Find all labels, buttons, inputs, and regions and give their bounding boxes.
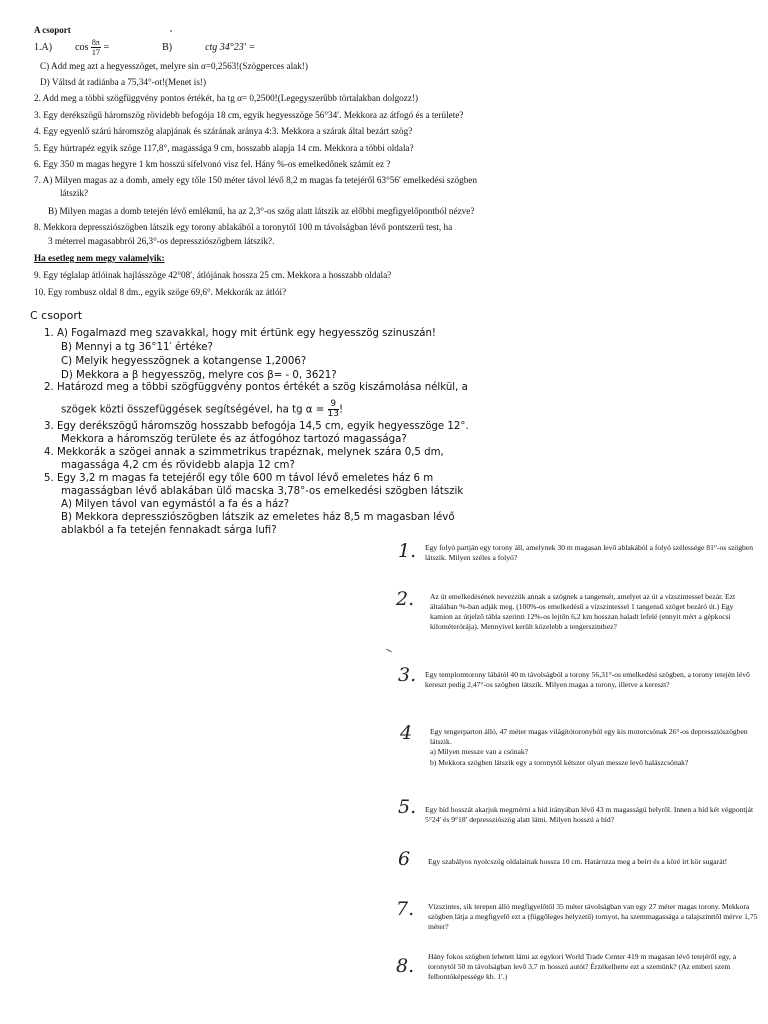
right-question-1: Egy folyó partján egy torony áll, amelynek 30 m magasan levő ablakából a folyó szélessége 81°-os szögben látszik. Milyen széles a folyó?: [425, 543, 753, 562]
stray-mark: [386, 649, 392, 653]
right-question-6: Egy szabályos nyolcszög oldalainak hossza 10 cm. Határozza meg a beírt és a köré írt kör sugarát!: [428, 857, 728, 866]
q1-b-label: B): [162, 41, 173, 53]
handwritten-number-7: 7.: [396, 898, 415, 920]
c-question-5b-cont: ablakból a fa tetején fennakadt sárga lufi?: [61, 525, 277, 536]
question-1d: D) Váltsd át radiánba a 75,34°-ot!(Menet is!): [40, 77, 207, 87]
q1-fraction-denominator: 17: [91, 48, 100, 57]
c-question-2: 2. Határozd meg a többi szögfüggvény pontos értékét a szög kiszámolása nélkül, a: [44, 382, 468, 393]
question-2: 2. Add meg a többi szögfüggvény pontos értékét, ha tg α= 0,2500!(Legegyszerűbb törtalakban dolgozz!): [34, 93, 419, 103]
q1-prefix: 1.A): [34, 41, 53, 53]
c-question-1a: 1. A) Fogalmazd meg szavakkal, hogy mit értünk egy hegyesszög szinuszán!: [44, 328, 437, 339]
c-tg-end: !: [338, 404, 344, 416]
question-6: 6. Egy 350 m magas hegyre 1 km hosszú sífelvonó visz fel. Hány %-os emelkedőnek számít ez ?: [34, 159, 391, 169]
right-question-2: Az út emelkedésének nevezzük annak a szögnek a tangensét, amelyet az út a vízszintessel bezár. Ezt általában %-ban adják meg. (100%-os emelkedésű a vízszintessel 1 tangensű szöget bezáró út.) Egy kamion az útjelző tábla szerinti 12%-os lejtőn 6,2 km hosszan haladt lefelé (ennyit mért a gépkocsi kilométerórája). Mennyivel került közelebb a tengerszinthez?: [430, 592, 736, 631]
q1-fraction-numerator: 8π: [91, 38, 100, 47]
question-7b: B) Milyen magas a domb tetején lévő emlékmű, ha az 2,3°-os szög alatt látszik az előbbi megfigyelőpontból nézve?: [48, 206, 475, 216]
q1-cos-label: cos: [75, 41, 89, 53]
question-7a-cont: látszik?: [60, 188, 89, 198]
right-question-5: Egy híd hosszát akarjuk megmérni a híd irányában lévő 43 m magasságú helyről. Innen a híd két végpontját 5°24′ és 9°18′ depressziószög alatt látni. Milyen hosszú a híd?: [425, 805, 754, 824]
c-question-5b: B) Mekkora depressziószögben látszik az emeletes ház 8,5 m magasban lévő: [61, 512, 455, 523]
right-question-4b: b) Mekkora szögben látszik egy a toronytól kétszer olyan messze levő halászcsónak?: [430, 758, 689, 767]
handwritten-number-1: 1.: [398, 540, 417, 562]
handwritten-number-3: 3.: [398, 664, 417, 686]
c-tg-numerator: 9: [328, 400, 339, 410]
c-question-1c: C) Melyik hegyesszögnek a kotangense 1,2006?: [61, 356, 307, 367]
c-question-1d: D) Mekkora a β hegyesszög, melyre cos β= - 0, 3621?: [61, 370, 337, 381]
question-9: 9. Egy téglalap átlóinak hajlásszöge 42°08′, átlójának hossza 25 cm. Mekkora a hosszabb oldala?: [34, 270, 392, 280]
question-8-cont: 3 méterrel magasabbról 26,3°-os depressziószögbem látszik?.: [48, 236, 275, 246]
question-1c: C) Add meg azt a hegyesszöget, melyre sin α=0,2563!(Szögperces alak!): [40, 61, 308, 71]
right-question-4: Egy tengerparton álló, 47 méter magas világítótoronyból egy kis motorcsónak 26°-os depressziószögben látszik.: [430, 727, 748, 746]
question-10: 10. Egy rombusz oldal 8 dm., egyik szöge 69,6°. Mekkorák az átlói?: [34, 287, 287, 297]
c-question-5: 5. Egy 3,2 m magas fa tetejéről egy tőle 600 m távol lévő emeletes ház 6 m: [44, 473, 434, 484]
optional-heading: Ha esetleg nem megy valamelyik:: [34, 253, 165, 263]
right-question-3: Egy templomtorony lábától 40 m távolságból a torony 56,31°-os emelkedési szögben, a torony tetején lévő kereszt pedig 2,47°-os szögben látszik. Milyen magas a torony, illetve a kereszt?: [425, 670, 750, 689]
handwritten-number-6: 6: [398, 848, 411, 870]
question-7a: 7. A) Milyen magas az a domb, amely egy tőle 150 méter távol lévő 8,2 m magas fa tetejéről 63°56′ emelkedési szögben: [34, 175, 477, 185]
question-3: 3. Egy derékszögű háromszög rövidebb befogója 18 cm, egyik hegyesszöge 56°34′. Mekkora az átfogó és a területe?: [34, 110, 464, 120]
q1-equals: =: [103, 41, 110, 53]
scan-dot: [170, 30, 172, 32]
right-question-7: Vízszintes, sík terepen álló megfigyelőtől 35 méter távolságban van egy 27 méter magas torony. Mekkora szögben látja a megfigyelő ezt a (függőleges helyzetű) tornyot, ha szemmagassága a talajszinttől mérve 1,75 méter?: [428, 902, 758, 931]
handwritten-number-4: 4: [400, 722, 413, 744]
question-4: 4. Egy egyenlő szárú háromszög alapjának és szárának aránya 4:3. Mekkora a szárak által bezárt szög?: [34, 126, 413, 136]
handwritten-number-8: 8.: [396, 955, 415, 977]
handwritten-number-2: 2.: [396, 588, 415, 610]
c-question-5-cont: magasságban lévő ablakában ülő macska 3,78°-os emelkedési szögben látszik: [61, 486, 464, 497]
c-question-5a: A) Milyen távol van egymástól a fa és a ház?: [61, 499, 289, 510]
handwritten-number-5: 5.: [398, 796, 417, 818]
c-question-4: 4. Mekkorák a szögei annak a szimmetrikus trapéznak, melynek szára 0,5 dm,: [44, 447, 444, 458]
q1-ctg: ctg 34°23′ =: [205, 41, 256, 53]
c-question-2-text: szögek közti összefüggések segítségével, ha tg α =: [61, 404, 325, 416]
section-c-heading: C csoport: [30, 309, 83, 322]
c-question-4-cont: magassága 4,2 cm és rövidebb alapja 12 cm?: [61, 460, 295, 471]
section-a-heading: A csoport: [34, 25, 71, 35]
c-question-3: 3. Egy derékszögű háromszög hosszabb befogója 14,5 cm, egyik hegyesszöge 12°.: [44, 421, 469, 432]
question-5: 5. Egy húrtrapéz egyik szöge 117,8°, magassága 9 cm, hosszabb alapja 14 cm. Mekkora a többi oldala?: [34, 143, 414, 153]
right-question-4a: a) Milyen messze van a csónak?: [430, 747, 529, 756]
right-question-8: Hány fokos szögben lehetett látni az egykori World Trade Center 419 m magasan lévő tetejéről egy, a toronytól 50 m távolságban levő 3,7 m hosszú autót? Érzékelhette ezt a szemünk? (Az emberi szem felbontóképessége kb. 1′.): [428, 952, 737, 981]
question-8: 8. Mekkora depressziószögben látszik egy torony ablakából a toronytól 100 m távolságban lévő pontszerű test, ha: [34, 222, 453, 232]
c-question-3-cont: Mekkora a háromszög területe és az átfogóhoz tartozó magassága?: [61, 434, 407, 445]
c-question-1b: B) Mennyi a tg 36°11′ értéke?: [61, 342, 213, 353]
c-tg-denominator: 13: [327, 409, 339, 419]
